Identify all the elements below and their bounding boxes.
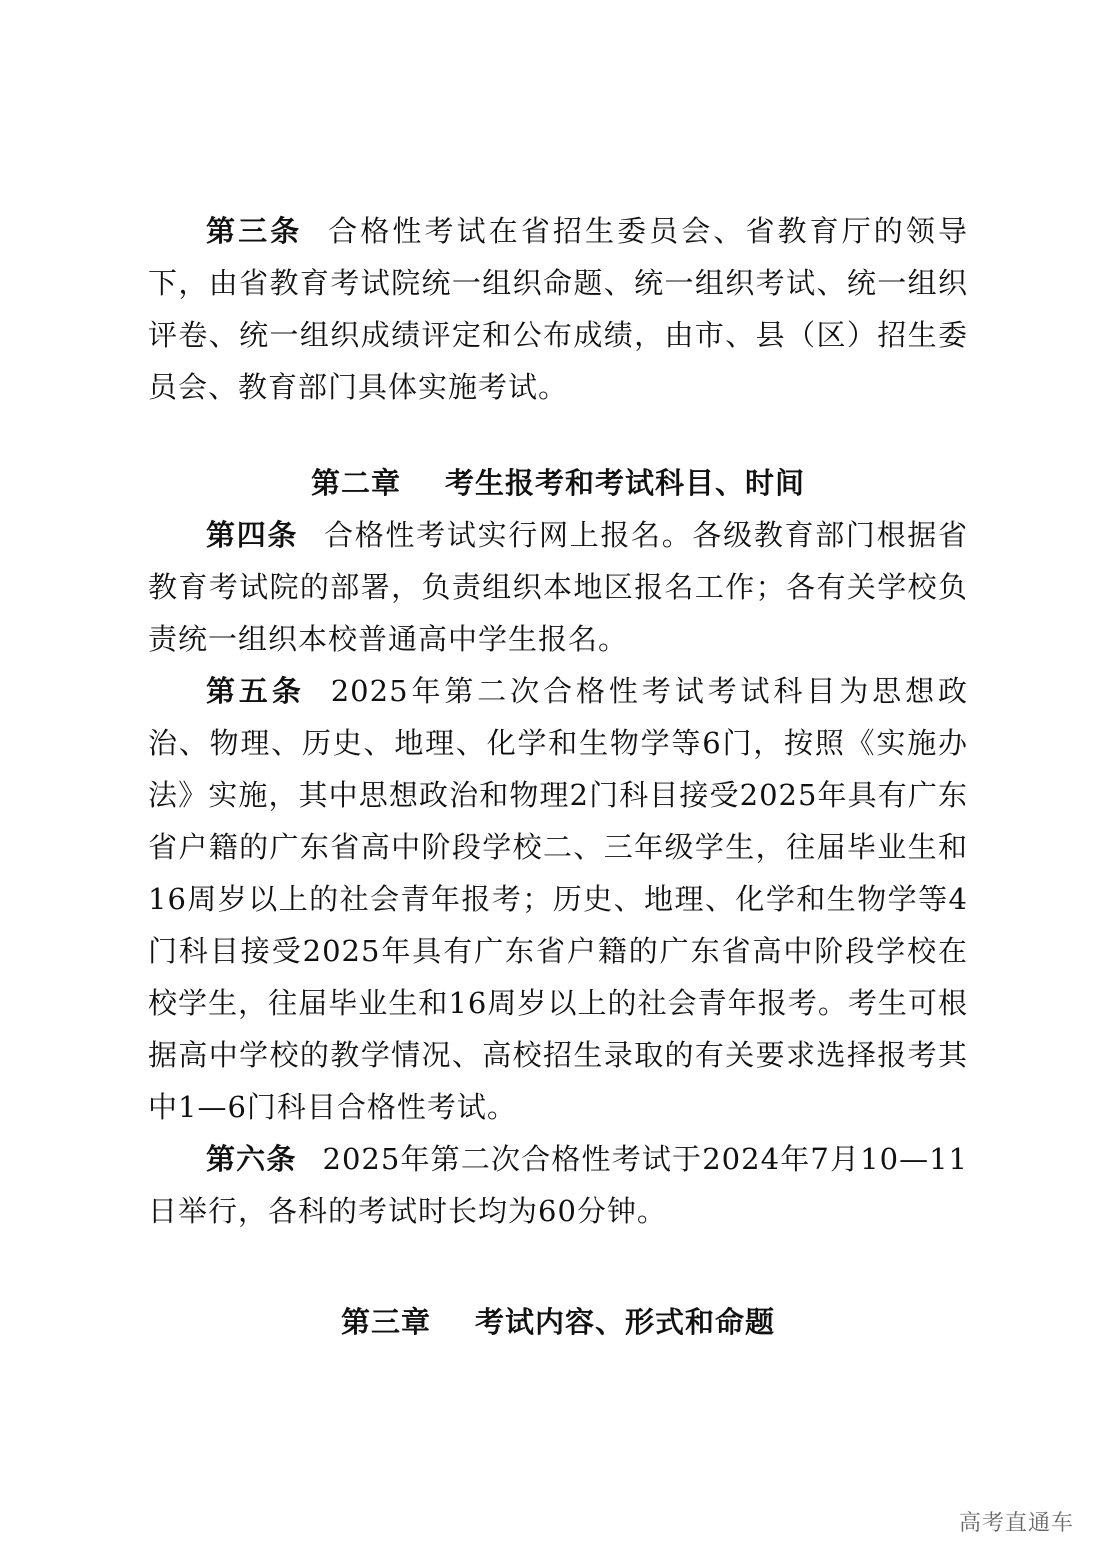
chapter-2-number: 第二章 xyxy=(310,466,401,500)
article-6 xyxy=(148,1133,968,1237)
article-5-text: 2025年第二次合格性考试考试科目为思想政治、物理、历史、地理、化学和生物学等6门，按照《实施办法》实施，其中思想政治和物理2门科目接受2025年具有广东省户籍的广东省高中阶段学校二、三年级学生，往届毕业生和16周岁以上的社会青年报考；历史、地理、化学和生物学等4门科目接受2025年具有广东省户籍的广东省高中阶段学校在校学生，往届毕业生和16周岁以上的社会青年报考。考生可根据高中学校的教学情况、高校招生录取的有关要求选择报考其中1—6门科目合格性考试。 xyxy=(148,674,968,1124)
article-4-text: 合格性考试实行网上报名。各级教育部门根据省教育考试院的部署，负责组织本地区报名工作；各有关学校负责统一组织本校普通高中学生报名。 xyxy=(148,518,968,656)
article-3-text: 合格性考试在省招生委员会、省教育厅的领导下，由省教育考试院统一组织命题、统一组织考试、统一组织评卷、统一组织成绩评定和公布成绩，由市、县（区）招生委员会、教育部门具体实施考试。 xyxy=(148,214,968,404)
article-4 xyxy=(148,509,968,665)
chapter-3-heading xyxy=(148,1296,968,1348)
chapter-3-number: 第三章 xyxy=(340,1305,431,1339)
article-6-label: 第六条 xyxy=(206,1142,297,1176)
chapter-2-title: 考生报考和考试科目、时间 xyxy=(445,466,806,500)
article-3-label: 第三条 xyxy=(206,214,303,248)
article-4-label: 第四条 xyxy=(206,518,299,552)
article-5 xyxy=(148,665,968,1133)
article-5-label: 第五条 xyxy=(206,674,305,708)
article-3 xyxy=(148,205,968,413)
chapter-3-title: 考试内容、形式和命题 xyxy=(475,1305,776,1339)
chapter-2-heading xyxy=(148,457,968,509)
document-body xyxy=(148,205,968,1348)
spacer xyxy=(148,1237,968,1296)
article-6-text: 2025年第二次合格性考试于2024年7月10—11日举行，各科的考试时长均为60分钟。 xyxy=(148,1142,968,1228)
spacer xyxy=(148,413,968,457)
watermark-text: 高考直通车 xyxy=(958,1511,1074,1536)
